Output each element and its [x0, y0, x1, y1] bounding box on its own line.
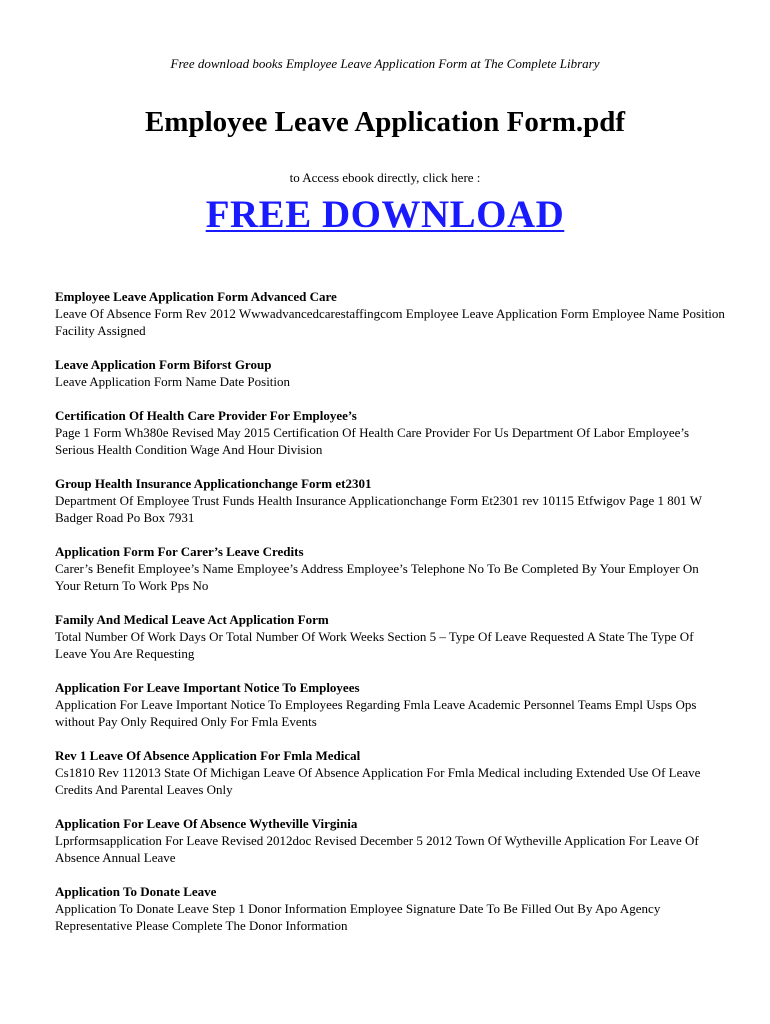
entry-description: Total Number Of Work Days Or Total Number Of Work Weeks Section 5 – Type Of Leave Requested A State The Type Of Leave You Are Requesting	[55, 629, 694, 661]
entry-title: Rev 1 Leave Of Absence Application For Fmla Medical	[55, 748, 361, 763]
list-item	[55, 883, 725, 934]
entry-title: Certification Of Health Care Provider For Employee’s	[55, 408, 357, 423]
entry-title: Family And Medical Leave Act Application Form	[55, 612, 329, 627]
entry-title: Application For Leave Of Absence Wytheville Virginia	[55, 816, 358, 831]
entry-description: Leave Application Form Name Date Position	[55, 374, 291, 389]
entry-description: Application To Donate Leave Step 1 Donor Information Employee Signature Date To Be Filled Out By Apo Agency Representative Please Complete The Donor Information	[55, 901, 661, 933]
entry-title: Application Form For Carer’s Leave Credits	[55, 544, 304, 559]
list-item	[55, 747, 725, 798]
entry-title: Application For Leave Important Notice To Employees	[55, 680, 360, 695]
document-title: Employee Leave Application Form.pdf	[144, 106, 626, 138]
entry-description: Carer’s Benefit Employee’s Name Employee’s Address Employee’s Telephone No To Be Completed By Your Employer On Your Return To Work Pps No	[55, 561, 699, 593]
download-container	[0, 192, 770, 238]
entry-description: Cs1810 Rev 112013 State Of Michigan Leave Of Absence Application For Fmla Medical including Extended Use Of Leave Credits And Parental Leaves Only	[55, 765, 701, 797]
entry-title: Employee Leave Application Form Advanced Care	[55, 289, 337, 304]
list-item	[55, 543, 725, 594]
entry-title: Group Health Insurance Applicationchange Form et2301	[55, 476, 372, 491]
list-item	[55, 679, 725, 730]
entry-list	[55, 288, 725, 951]
list-item	[55, 475, 725, 526]
access-instruction: to Access ebook directly, click here :	[289, 170, 481, 185]
entry-description: Application For Leave Important Notice To Employees Regarding Fmla Leave Academic Personnel Teams Empl Usps Ops without Pay Only Required Only For Fmla Events	[55, 697, 697, 729]
entry-description: Page 1 Form Wh380e Revised May 2015 Certification Of Health Care Provider For Us Department Of Labor Employee’s Serious Health Condition Wage And Hour Division	[55, 425, 690, 457]
list-item	[55, 288, 725, 339]
free-download-link[interactable]: FREE DOWNLOAD	[205, 193, 565, 236]
entry-title: Application To Donate Leave	[55, 884, 217, 899]
list-item	[55, 407, 725, 458]
list-item	[55, 815, 725, 866]
list-item	[55, 356, 725, 390]
entry-description: Leave Of Absence Form Rev 2012 Wwwadvancedcarestaffingcom Employee Leave Application Form Employee Name Position Facility Assigned	[55, 306, 725, 338]
entry-description: Department Of Employee Trust Funds Health Insurance Applicationchange Form Et2301 rev 10115 Etfwigov Page 1 801 W Badger Road Po Box 7931	[55, 493, 702, 525]
list-item	[55, 611, 725, 662]
header-tagline: Free download books Employee Leave Application Form at The Complete Library	[170, 56, 600, 71]
entry-title: Leave Application Form Biforst Group	[55, 357, 272, 372]
entry-description: Lprformsapplication For Leave Revised 2012doc Revised December 5 2012 Town Of Wytheville Application For Leave Of Absence Annual Leave	[55, 833, 699, 865]
